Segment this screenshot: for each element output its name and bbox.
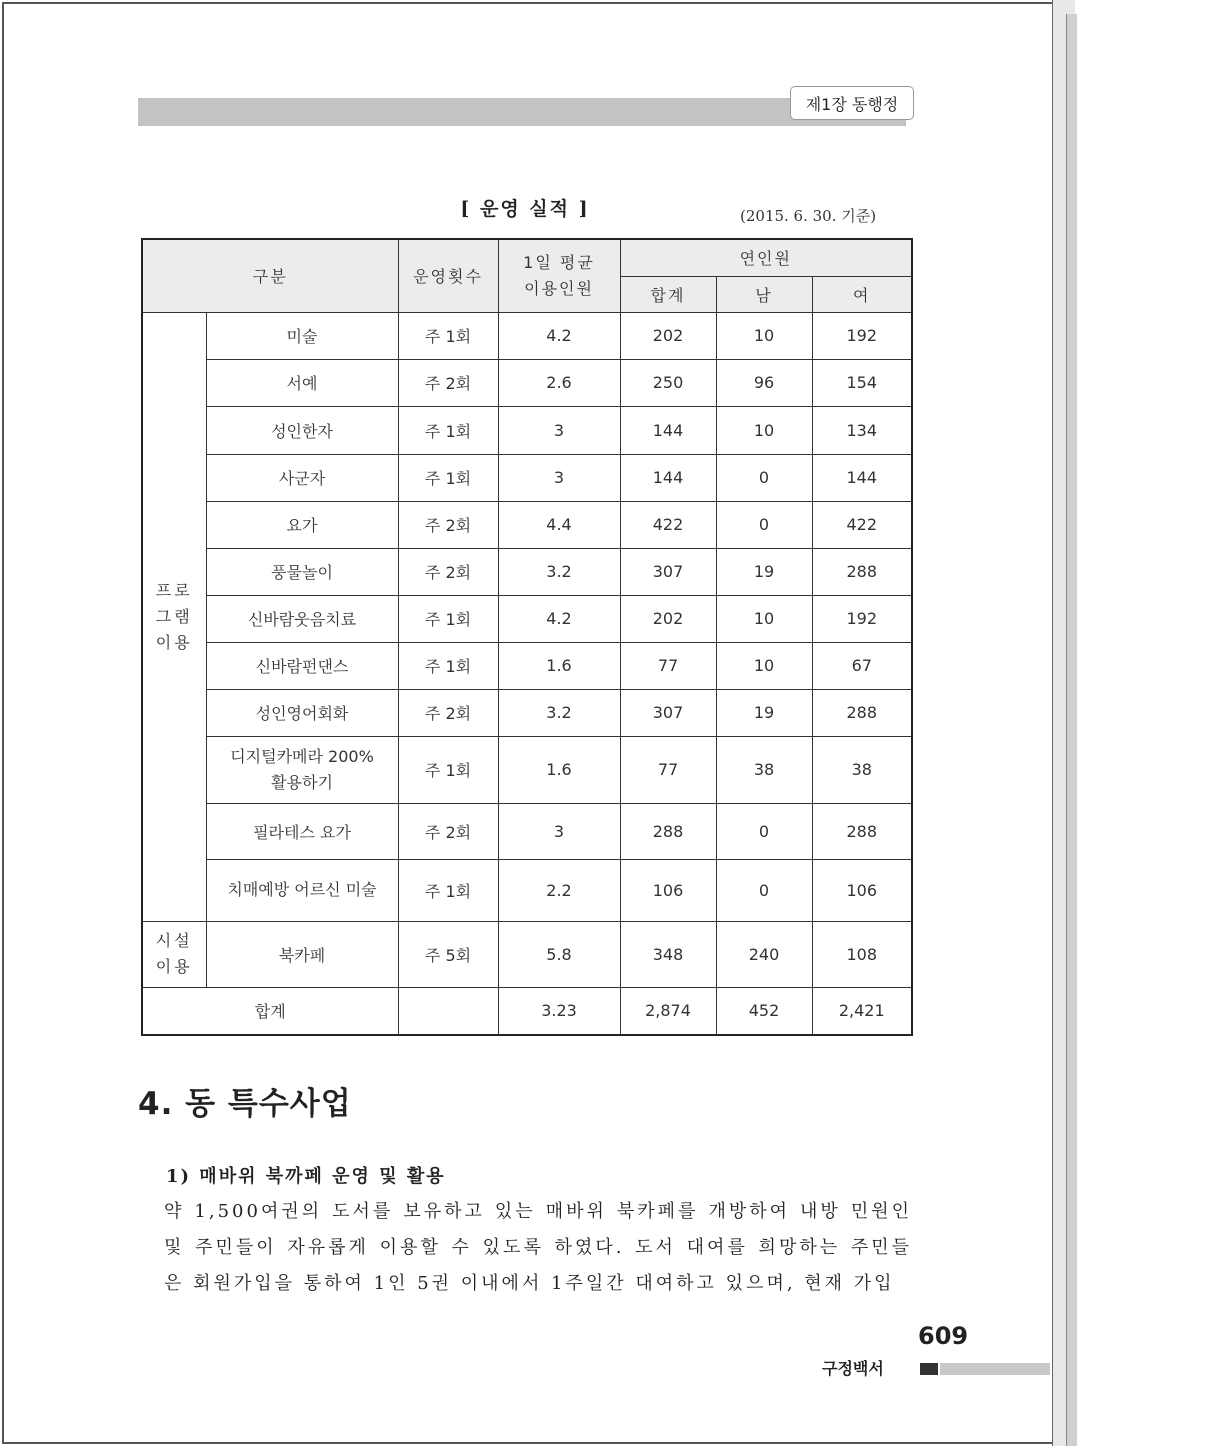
program-avg: 1.6 [498, 642, 620, 689]
program-female: 67 [812, 642, 912, 689]
program-freq: 주 1회 [398, 312, 498, 359]
group-program [142, 312, 206, 921]
program-avg: 1.6 [498, 736, 620, 803]
program-name: 사군자 [206, 454, 398, 501]
facility-name: 북카페 [206, 921, 398, 987]
program-male: 96 [716, 359, 812, 406]
facility-avg: 5.8 [498, 921, 620, 987]
program-total: 77 [620, 736, 716, 803]
table-row [142, 595, 912, 642]
program-male: 0 [716, 803, 812, 859]
table-row [142, 501, 912, 548]
program-name-text: 디지털카메라 200% 활용하기 [230, 746, 374, 792]
header-frequency: 운영횟수 [398, 239, 498, 312]
sum-total: 2,874 [620, 987, 716, 1035]
table-header-row [142, 239, 912, 276]
program-total: 422 [620, 501, 716, 548]
program-female: 288 [812, 689, 912, 736]
facility-freq: 주 5회 [398, 921, 498, 987]
program-female: 144 [812, 454, 912, 501]
program-name: 풍물놀이 [206, 548, 398, 595]
program-total: 144 [620, 406, 716, 454]
page-edge-shadow [1066, 14, 1077, 1446]
program-total: 202 [620, 312, 716, 359]
program-male: 0 [716, 454, 812, 501]
footer-mark [920, 1363, 938, 1375]
program-freq: 주 2회 [398, 803, 498, 859]
table-title: [ 운영 실적 ] [460, 198, 590, 220]
program-total: 307 [620, 548, 716, 595]
header-female: 여 [812, 276, 912, 312]
program-male: 0 [716, 501, 812, 548]
header-category: 구분 [142, 239, 398, 312]
chapter-tag: 제1장 동행정 [790, 86, 914, 120]
table-sum-row [142, 987, 912, 1035]
header-daily-avg-line1: 1일 평균 [523, 252, 595, 272]
program-female: 154 [812, 359, 912, 406]
group-program-label: 프로 그램 이용 [155, 580, 193, 652]
program-total: 106 [620, 859, 716, 921]
table-row [142, 689, 912, 736]
program-name: 서예 [206, 359, 398, 406]
table-row [142, 454, 912, 501]
program-male: 10 [716, 642, 812, 689]
sub-heading: 1) 매바위 북까페 운영 및 활용 [166, 1166, 446, 1187]
program-male: 0 [716, 859, 812, 921]
table-row [142, 803, 912, 859]
program-female: 288 [812, 548, 912, 595]
program-total: 288 [620, 803, 716, 859]
table-row [142, 736, 912, 803]
program-freq: 주 2회 [398, 548, 498, 595]
table-row [142, 548, 912, 595]
group-facility-label: 시설 이용 [155, 931, 193, 976]
facility-total: 348 [620, 921, 716, 987]
page-number: 609 [918, 1322, 969, 1350]
program-freq: 주 1회 [398, 406, 498, 454]
operation-table [141, 238, 913, 1036]
program-name: 요가 [206, 501, 398, 548]
program-avg: 3 [498, 406, 620, 454]
program-male: 10 [716, 595, 812, 642]
group-facility [142, 921, 206, 987]
section-heading: 4. 동 특수사업 [138, 1086, 352, 1122]
program-female: 288 [812, 803, 912, 859]
program-female: 192 [812, 595, 912, 642]
program-male: 38 [716, 736, 812, 803]
program-female: 38 [812, 736, 912, 803]
program-avg: 2.6 [498, 359, 620, 406]
program-avg: 2.2 [498, 859, 620, 921]
program-total: 307 [620, 689, 716, 736]
header-daily-avg [498, 239, 620, 312]
program-name-text: 치매예방 어르신 미술 [227, 880, 377, 899]
program-avg: 3 [498, 803, 620, 859]
sum-male: 452 [716, 987, 812, 1035]
sum-label: 합계 [142, 987, 398, 1035]
program-name: 성인한자 [206, 406, 398, 454]
program-female: 134 [812, 406, 912, 454]
program-name: 필라테스 요가 [206, 803, 398, 859]
facility-male: 240 [716, 921, 812, 987]
program-name: 미술 [206, 312, 398, 359]
program-avg: 3.2 [498, 689, 620, 736]
paragraph-text: 약 1,500여권의 도서를 보유하고 있는 매바위 북카페를 개방하여 내방 민원인 및 주민들이 자유롭게 이용할 수 있도록 하였다. 도서 대여를 희망하는 주민들은 회원가입을 통하여 1인 5권 이내에서 1주일간 대여하고 있으며, 현재 가입 [164, 1201, 912, 1294]
program-freq: 주 2회 [398, 689, 498, 736]
program-name: 신바람펀댄스 [206, 642, 398, 689]
footer-book-title: 구정백서 [822, 1359, 884, 1378]
program-name: 성인영어회화 [206, 689, 398, 736]
program-total: 77 [620, 642, 716, 689]
program-male: 19 [716, 548, 812, 595]
program-freq: 주 2회 [398, 501, 498, 548]
table-row [142, 359, 912, 406]
footer-bar [940, 1363, 1050, 1375]
sum-freq [398, 987, 498, 1035]
program-freq: 주 1회 [398, 859, 498, 921]
program-total: 250 [620, 359, 716, 406]
table-row [142, 859, 912, 921]
header-annual: 연인원 [620, 239, 912, 276]
program-male: 10 [716, 406, 812, 454]
program-freq: 주 1회 [398, 642, 498, 689]
sum-female: 2,421 [812, 987, 912, 1035]
program-male: 10 [716, 312, 812, 359]
program-avg: 4.4 [498, 501, 620, 548]
program-total: 202 [620, 595, 716, 642]
program-avg: 4.2 [498, 312, 620, 359]
program-female: 106 [812, 859, 912, 921]
date-note: (2015. 6. 30. 기준) [740, 207, 877, 225]
program-freq: 주 2회 [398, 359, 498, 406]
body-paragraph [138, 1194, 912, 1302]
facility-female: 108 [812, 921, 912, 987]
header-total: 합계 [620, 276, 716, 312]
program-total: 144 [620, 454, 716, 501]
header-male: 남 [716, 276, 812, 312]
program-avg: 3.2 [498, 548, 620, 595]
program-name: 신바람웃음치료 [206, 595, 398, 642]
sum-avg: 3.23 [498, 987, 620, 1035]
program-avg: 4.2 [498, 595, 620, 642]
table-row [142, 921, 912, 987]
program-name [206, 736, 398, 803]
program-name [206, 859, 398, 921]
program-freq: 주 1회 [398, 736, 498, 803]
table-row [142, 406, 912, 454]
program-female: 422 [812, 501, 912, 548]
table-row [142, 642, 912, 689]
program-female: 192 [812, 312, 912, 359]
program-male: 19 [716, 689, 812, 736]
program-freq: 주 1회 [398, 595, 498, 642]
program-avg: 3 [498, 454, 620, 501]
table-row [142, 312, 912, 359]
program-freq: 주 1회 [398, 454, 498, 501]
header-daily-avg-line2: 이용인원 [524, 278, 594, 298]
